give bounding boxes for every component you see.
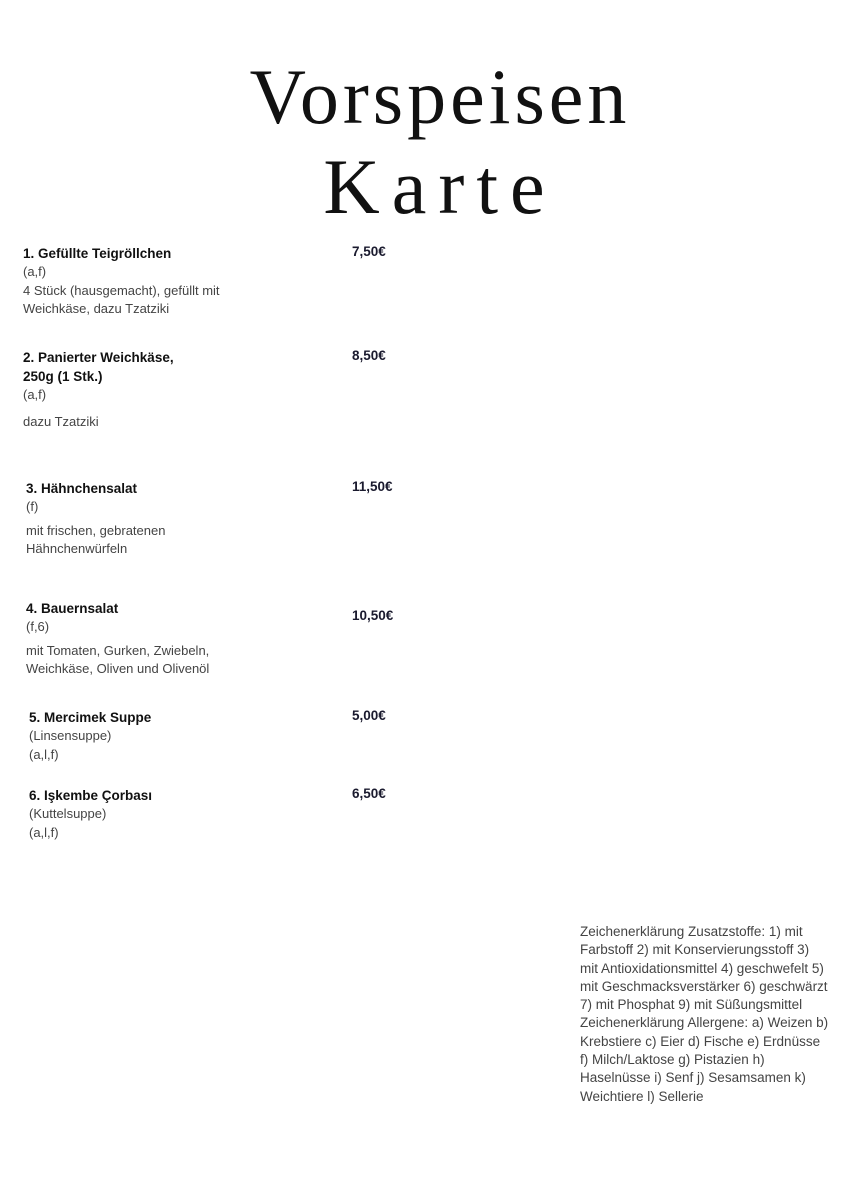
item-description: mit Tomaten, Gurken, Zwiebeln, Weichkäse, Oliven und Olivenöl bbox=[26, 642, 210, 676]
item-price: 7,50€ bbox=[352, 244, 386, 259]
item-name: 5. Mercimek Suppe bbox=[29, 710, 152, 725]
menu-item bbox=[23, 348, 208, 431]
menu-item bbox=[29, 708, 279, 764]
menu-item bbox=[23, 244, 273, 319]
item-name: 4. Bauernsalat bbox=[26, 601, 119, 616]
item-description: mit frischen, gebratenen Hähnchenwürfeln bbox=[26, 522, 166, 556]
item-allergens: (a,l,f) bbox=[29, 746, 59, 762]
item-allergens: (f) bbox=[26, 499, 39, 514]
page-title-line2: Karte bbox=[323, 143, 557, 230]
menu-item bbox=[29, 786, 279, 842]
item-description: 4 Stück (hausgemacht), gefüllt mit Weichkäse, dazu Tzatziki bbox=[23, 282, 220, 316]
item-allergens: (a,l,f) bbox=[29, 824, 59, 840]
item-name: 3. Hähnchensalat bbox=[26, 481, 138, 496]
item-price: 8,50€ bbox=[352, 348, 386, 363]
additives-legend: Zeichenerklärung Zusatzstoffe: 1) mit Farbstoff 2) mit Konservierungsstoff 3) mit Antioxidationsmittel 4) geschwefelt 5) mit Geschmacksverstärker 6) geschwärzt 7) mit Phosphat 9) mit Süßungsmittel bbox=[580, 924, 828, 1013]
item-price: 11,50€ bbox=[352, 479, 393, 494]
item-price: 6,50€ bbox=[352, 786, 386, 801]
page-title-line1: Vorspeisen bbox=[249, 53, 631, 140]
item-allergens: (f,6) bbox=[26, 619, 50, 634]
item-price: 5,00€ bbox=[352, 708, 386, 723]
item-name: 6. Işkembe Çorbası bbox=[29, 788, 153, 803]
allergens-legend: Zeichenerklärung Allergene: a) Weizen b) Krebstiere c) Eier d) Fische e) Erdnüsse f) Milch/Laktose g) Pistazien h) Haselnüsse i) Senf j) Sesamsamen k) Weichtiere l) Sellerie bbox=[580, 1015, 829, 1104]
legend bbox=[580, 923, 830, 1106]
item-allergens: (a,f) bbox=[23, 387, 47, 402]
menu-item bbox=[26, 479, 226, 559]
item-subtitle: (Linsensuppe) bbox=[29, 728, 112, 743]
item-price: 10,50€ bbox=[352, 608, 394, 623]
item-name: 2. Panierter Weichkäse, 250g (1 Stk.) bbox=[23, 350, 174, 384]
item-subtitle: (Kuttelsuppe) bbox=[29, 806, 107, 821]
item-allergens: (a,f) bbox=[23, 264, 47, 279]
item-description: dazu Tzatziki bbox=[23, 413, 99, 429]
menu-item bbox=[26, 599, 256, 679]
item-name: 1. Gefüllte Teigröllchen bbox=[23, 246, 172, 261]
